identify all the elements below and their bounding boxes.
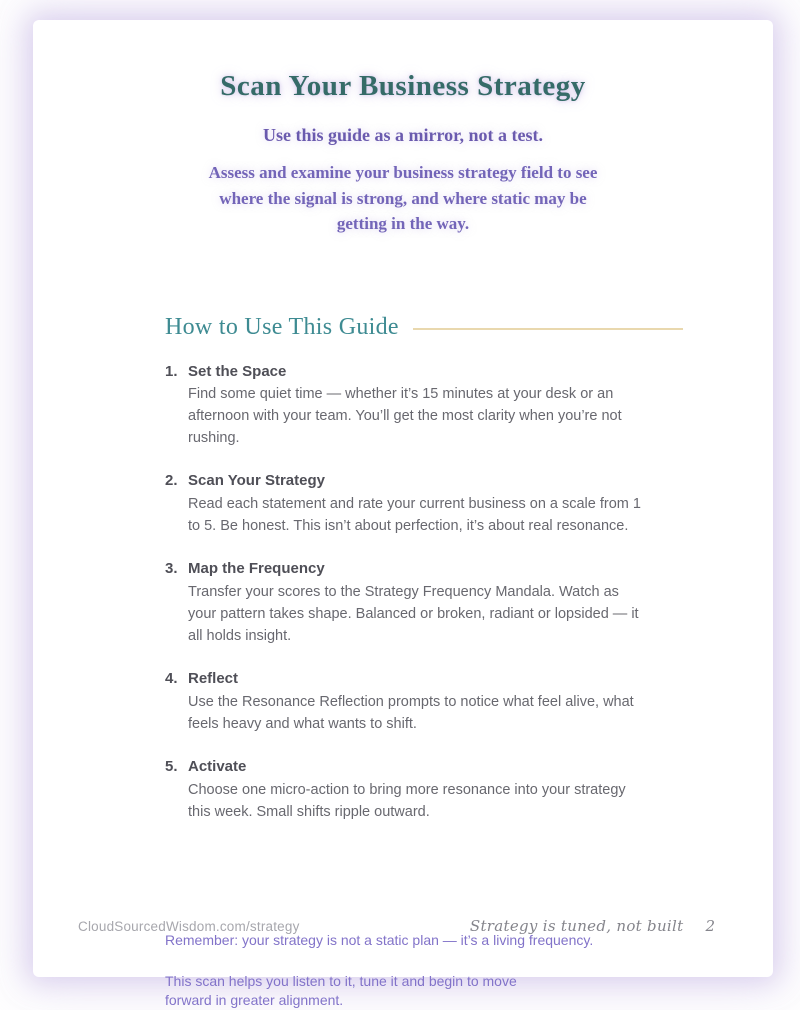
step-content (188, 558, 650, 647)
page-subtitle: Use this guide as a mirror, not a test. (33, 125, 773, 146)
step-number: 5. (165, 756, 188, 823)
page-title: Scan Your Business Strategy (33, 70, 773, 103)
step-body: Choose one micro-action to bring more resonance into your strategy this week. Small shifts ripple outward. (188, 779, 650, 823)
document-header (33, 20, 773, 237)
footer-tagline: Strategy is tuned, not built (470, 917, 684, 935)
step-title: Activate (188, 756, 650, 778)
section-divider-line (413, 328, 683, 330)
step-body: Transfer your scores to the Strategy Frequency Mandala. Watch as your pattern takes shape. Balanced or broken, radiant or lopsided — it all holds insight. (188, 581, 650, 647)
step-body: Use the Resonance Reflection prompts to notice what feel alive, what feels heavy and what wants to shift. (188, 691, 650, 735)
step-content (188, 470, 650, 537)
steps-list (165, 361, 683, 823)
list-item (165, 756, 683, 823)
step-number: 2. (165, 470, 188, 537)
step-number: 4. (165, 668, 188, 735)
list-item (165, 470, 683, 537)
step-body: Read each statement and rate your current business on a scale from 1 to 5. Be honest. This isn’t about perfection, it’s about real resonance. (188, 493, 650, 537)
step-number: 3. (165, 558, 188, 647)
footer-right-group (470, 917, 715, 935)
page-content (33, 314, 773, 1010)
page-footer (78, 917, 715, 935)
step-title: Scan Your Strategy (188, 470, 650, 492)
step-body: Find some quiet time — whether it’s 15 minutes at your desk or an afternoon with your team. You’ll get the most clarity when you’re not rushing. (188, 383, 650, 449)
note-reminder: Remember: your strategy is not a static plan — it’s a living frequency. (165, 931, 683, 951)
step-number: 1. (165, 361, 188, 450)
step-title: Map the Frequency (188, 558, 650, 580)
step-content (188, 756, 650, 823)
footer-site-url: CloudSourcedWisdom.com/strategy (78, 919, 300, 934)
closing-note (165, 931, 683, 1010)
section-heading-row (165, 314, 683, 341)
step-title: Set the Space (188, 361, 650, 383)
note-followup: This scan helps you listen to it, tune it and begin to move forward in greater alignment. (165, 972, 537, 1010)
page-description: Assess and examine your business strategy field to see where the signal is strong, and where static may be getting in the way. (196, 160, 611, 237)
document-page (33, 20, 773, 977)
page-number: 2 (705, 917, 715, 935)
section-heading: How to Use This Guide (165, 314, 399, 341)
step-title: Reflect (188, 668, 650, 690)
list-item (165, 558, 683, 647)
list-item (165, 361, 683, 450)
step-content (188, 361, 650, 450)
list-item (165, 668, 683, 735)
step-content (188, 668, 650, 735)
